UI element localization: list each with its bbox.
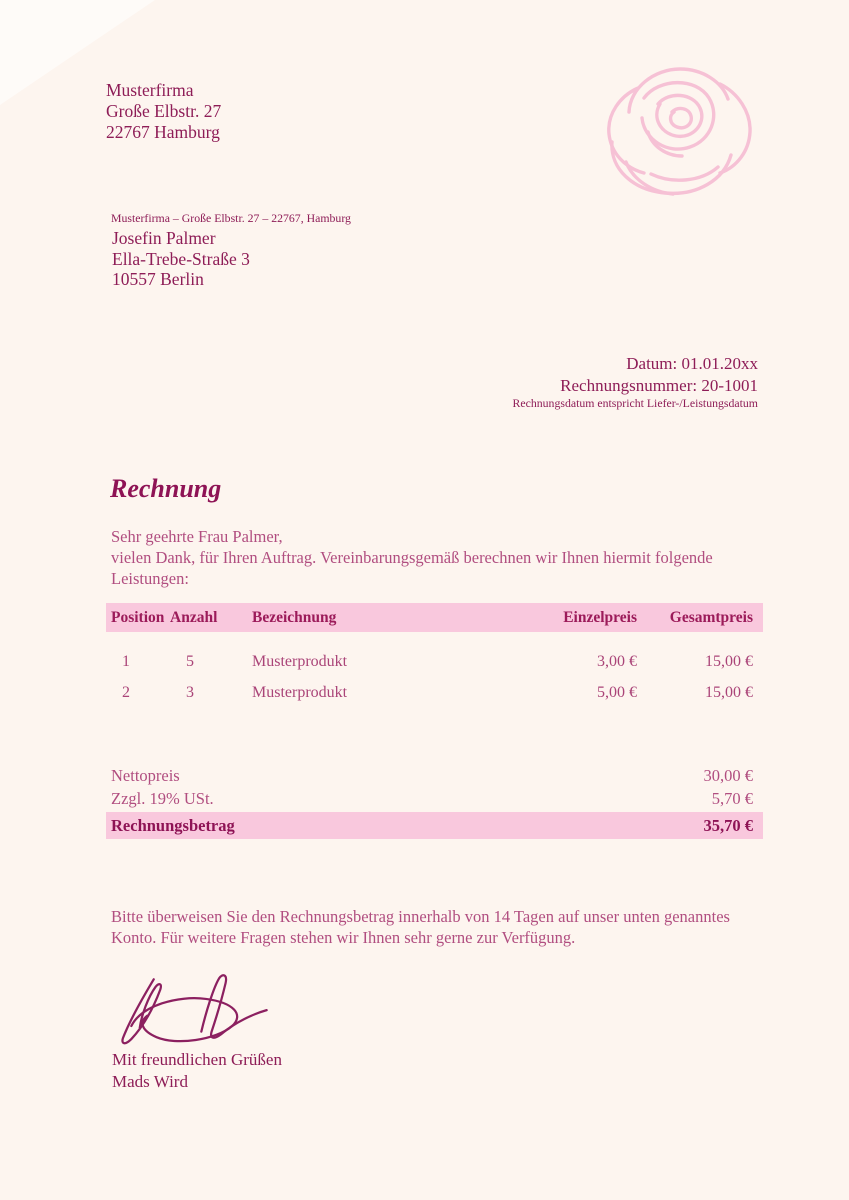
sender-address	[106, 80, 221, 143]
cell-gesamtpreis: 15,00 €	[705, 683, 753, 701]
total-row	[106, 812, 763, 839]
cell-position: 2	[122, 683, 130, 701]
payment-note: Bitte überweisen Sie den Rechnungsbetrag innerhalb von 14 Tagen auf unser unten genanntes Konto. Für weitere Fragen stehen wir Ihnen sehr gerne zur Verfügung.	[111, 907, 730, 947]
recipient-street: Ella-Trebe-Straße 3	[112, 248, 250, 269]
vat-label: Zzgl. 19% USt.	[111, 789, 214, 808]
cell-einzelpreis: 5,00 €	[597, 683, 637, 701]
total-value: 35,70 €	[703, 816, 753, 835]
recipient-name: Josefin Palmer	[112, 228, 216, 248]
sender-street: Große Elbstr. 27	[106, 101, 222, 121]
vat-row	[106, 787, 763, 810]
cell-gesamtpreis: 15,00 €	[705, 652, 753, 670]
invoice-meta	[513, 353, 758, 410]
cell-position: 1	[122, 652, 130, 670]
page-title: Rechnung	[110, 474, 222, 503]
net-row	[106, 764, 763, 787]
header-gesamtpreis: Gesamtpreis	[669, 608, 753, 626]
cell-anzahl: 3	[186, 683, 194, 701]
cell-bezeichnung: Musterprodukt	[252, 683, 348, 701]
return-address-line: Musterfirma – Große Elbstr. 27 – 22767, Hamburg	[111, 211, 351, 225]
intro-body: vielen Dank, für Ihren Auftrag. Vereinbarungsgemäß berechnen wir Ihnen hiermit folgende Leistungen:	[111, 548, 713, 588]
sender-city: 22767 Hamburg	[106, 122, 220, 142]
net-value: 30,00 €	[703, 766, 753, 785]
items-table	[106, 603, 763, 708]
recipient-city: 10557 Berlin	[112, 269, 204, 289]
items-table-body	[106, 646, 763, 708]
table-row	[106, 646, 763, 677]
closing-line: Mit freundlichen Grüßen	[112, 1050, 282, 1069]
sender-name: Musterfirma	[106, 80, 194, 100]
cell-anzahl: 5	[186, 652, 194, 670]
rose-icon	[596, 60, 762, 202]
closing-block	[112, 1049, 282, 1093]
invoice-date-note: Rechnungsdatum entspricht Liefer-/Leistungsdatum	[512, 396, 758, 410]
intro-paragraph	[111, 526, 743, 589]
table-row	[106, 677, 763, 708]
header-einzelpreis: Einzelpreis	[563, 608, 637, 626]
signature-icon	[112, 970, 272, 1054]
cell-einzelpreis: 3,00 €	[597, 652, 637, 670]
totals-section	[106, 764, 763, 839]
vat-value: 5,70 €	[711, 789, 753, 808]
header-anzahl: Anzahl	[170, 608, 218, 626]
header-bezeichnung: Bezeichnung	[252, 608, 337, 626]
signer-name: Mads Wird	[112, 1072, 188, 1091]
net-label: Nettopreis	[111, 766, 180, 785]
items-table-header	[106, 603, 763, 632]
invoice-date: Datum: 01.01.20xx	[626, 354, 758, 373]
cell-bezeichnung: Musterprodukt	[252, 652, 348, 670]
header-position: Position	[111, 608, 165, 626]
invoice-number: Rechnungsnummer: 20-1001	[560, 375, 758, 395]
recipient-address	[112, 228, 250, 290]
salutation: Sehr geehrte Frau Palmer,	[111, 527, 283, 546]
total-label: Rechnungsbetrag	[111, 816, 235, 835]
